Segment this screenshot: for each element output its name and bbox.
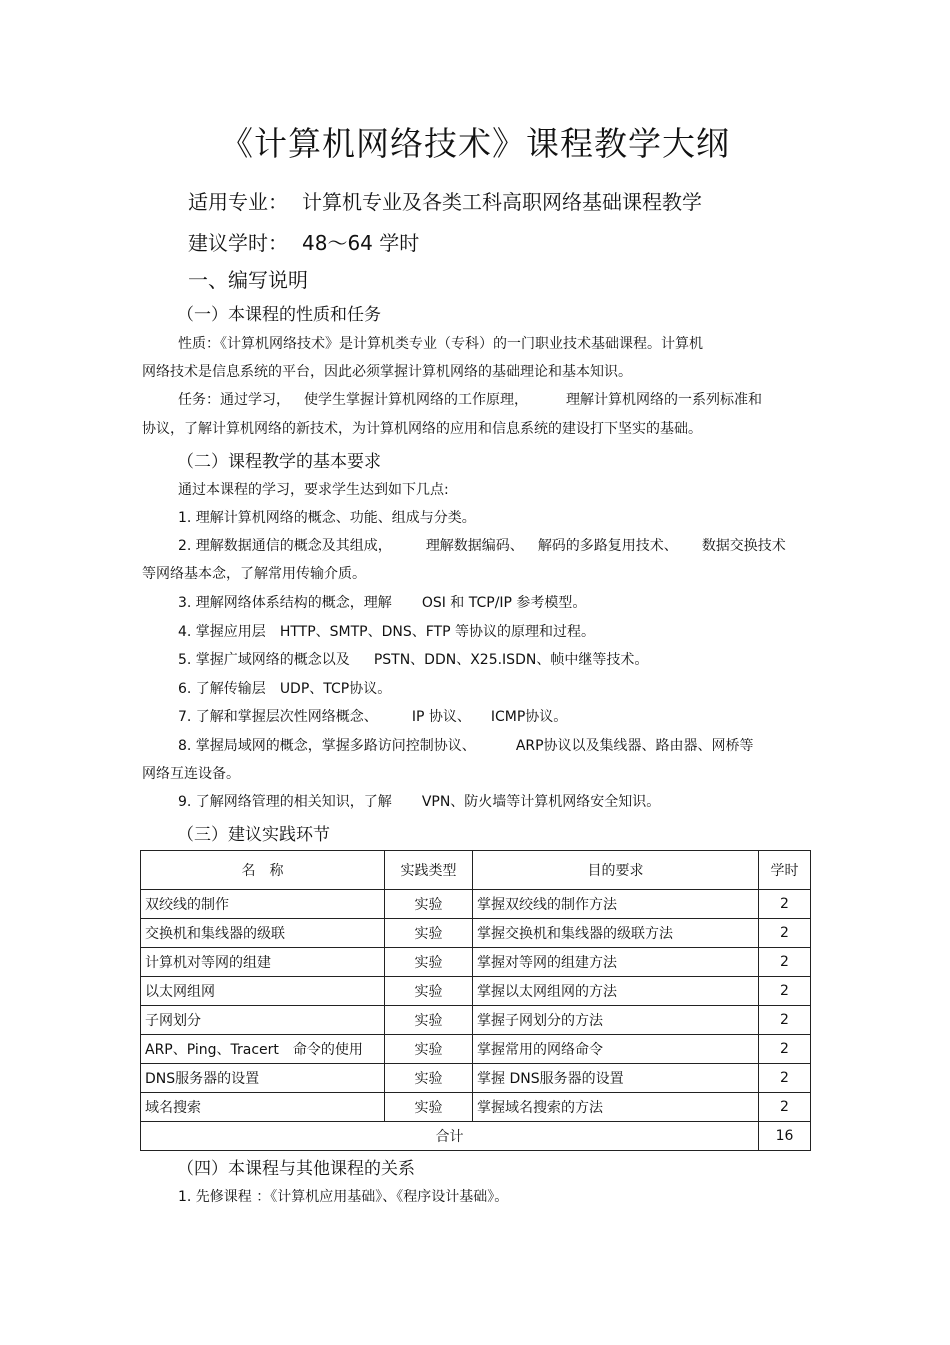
table-row [141, 948, 811, 977]
cell-purpose: 掌握域名搜索的方法 [473, 1093, 759, 1122]
cell-type: 实验 [385, 977, 473, 1006]
req7-part-b: IP 协议、 [411, 709, 471, 725]
subsection-heading-practice: （三）建议实践环节 [177, 825, 330, 845]
cell-type: 实验 [385, 1093, 473, 1122]
requirement-item-2-cont: 等网络基本念，了解常用传输介质。 [142, 566, 366, 582]
req3-part-a: 3. 理解网络体系结构的概念，理解 [178, 595, 392, 611]
subsection-heading-relations: （四）本课程与其他课程的关系 [177, 1159, 415, 1179]
requirement-item-3 [178, 592, 586, 612]
cell-type: 实验 [385, 919, 473, 948]
task-text-c: 理解计算机网络的一系列标准和 [566, 392, 762, 408]
header-cell-hours: 学时 [759, 851, 811, 890]
cell-name: 以太网组网 [141, 977, 385, 1006]
table-header-row [141, 851, 811, 890]
req2-part-c: 解码的多路复用技术、 [537, 538, 678, 554]
cell-type: 实验 [385, 1064, 473, 1093]
major-label: 适用专业： [188, 190, 288, 214]
req8-part-a: 8. 掌握局域网的概念，掌握多路访问控制协议、 [178, 738, 476, 754]
document-title: 《计算机网络技术》课程教学大纲 [220, 124, 730, 163]
header-cell-purpose: 目的要求 [473, 851, 759, 890]
req4-part-b: HTTP、SMTP、DNS、FTP 等协议的原理和过程。 [279, 624, 595, 640]
requirement-item-8 [178, 735, 754, 755]
cell-name: ARP、Ping、Tracert 命令的使用 [141, 1035, 385, 1064]
table-row [141, 977, 811, 1006]
header-cell-type: 实践类型 [385, 851, 473, 890]
req5-part-b: PSTN、DDN、X25.ISDN、帧中继等技术。 [373, 652, 649, 668]
requirement-item-5 [178, 649, 648, 669]
cell-name: 计算机对等网的组建 [141, 948, 385, 977]
req2-part-d: 数据交换技术 [701, 538, 786, 554]
table-row [141, 1093, 811, 1122]
requirement-item-1: 1. 理解计算机网络的概念、功能、组成与分类。 [178, 510, 476, 526]
table-row [141, 919, 811, 948]
cell-name: 子网划分 [141, 1006, 385, 1035]
requirement-item-7 [178, 706, 567, 726]
cell-hours: 2 [759, 890, 811, 919]
req4-part-a: 4. 掌握应用层 [178, 624, 266, 640]
cell-hours: 2 [759, 1064, 811, 1093]
task-paragraph-line1 [178, 389, 762, 409]
cell-purpose: 掌握双绞线的制作方法 [473, 890, 759, 919]
req2-part-b: 理解数据编码、 [425, 538, 524, 554]
cell-purpose: 掌握以太网组网的方法 [473, 977, 759, 1006]
req9-part-b: VPN、防火墙等计算机网络安全知识。 [421, 794, 661, 810]
hours-value: 48～64 学时 [302, 231, 420, 255]
cell-type: 实验 [385, 948, 473, 977]
requirement-item-2 [178, 535, 786, 555]
cell-type: 实验 [385, 890, 473, 919]
requirement-item-8-cont: 网络互连设备。 [142, 766, 240, 782]
cell-name: DNS服务器的设置 [141, 1064, 385, 1093]
table-row [141, 890, 811, 919]
task-paragraph-line2: 协议，了解计算机网络的新技术，为计算机网络的应用和信息系统的建设打下坚实的基础。 [142, 421, 702, 437]
cell-name: 双绞线的制作 [141, 890, 385, 919]
req9-part-a: 9. 了解网络管理的相关知识，了解 [178, 794, 392, 810]
nature-paragraph-line1: 性质：《计算机网络技术》是计算机类专业（专科）的一门职业技术基础课程。计算机 [178, 336, 703, 352]
cell-purpose: 掌握对等网的组建方法 [473, 948, 759, 977]
section-heading-writing-notes: 一、编写说明 [188, 268, 308, 292]
cell-purpose: 掌握交换机和集线器的级联方法 [473, 919, 759, 948]
cell-purpose: 掌握 DNS服务器的设置 [473, 1064, 759, 1093]
req6-part-b: UDP、TCP协议。 [279, 681, 392, 697]
cell-hours: 2 [759, 948, 811, 977]
requirement-item-4 [178, 621, 595, 641]
requirement-item-9 [178, 791, 660, 811]
req7-part-c: ICMP协议。 [490, 709, 568, 725]
cell-name: 域名搜索 [141, 1093, 385, 1122]
table-row [141, 1064, 811, 1093]
cell-purpose: 掌握常用的网络命令 [473, 1035, 759, 1064]
cell-hours: 2 [759, 1093, 811, 1122]
cell-type: 实验 [385, 1035, 473, 1064]
cell-purpose: 掌握子网划分的方法 [473, 1006, 759, 1035]
header-cell-name: 名 称 [141, 851, 385, 890]
total-value-cell: 16 [759, 1122, 811, 1151]
requirement-item-6 [178, 678, 391, 698]
cell-hours: 2 [759, 1006, 811, 1035]
req5-part-a: 5. 掌握广域网络的概念以及 [178, 652, 350, 668]
table-total-row [141, 1122, 811, 1151]
cell-hours: 2 [759, 919, 811, 948]
major-value: 计算机专业及各类工科高职网络基础课程教学 [302, 190, 702, 214]
cell-type: 实验 [385, 1006, 473, 1035]
subsection-heading-requirements: （二）课程教学的基本要求 [177, 452, 381, 472]
task-text-a: 任务：通过学习， [178, 392, 290, 408]
requirements-intro: 通过本课程的学习，要求学生达到如下几点: [178, 482, 449, 498]
req2-part-a: 2. 理解数据通信的概念及其组成， [178, 538, 392, 554]
cell-name: 交换机和集线器的级联 [141, 919, 385, 948]
hours-label: 建议学时： [188, 231, 288, 255]
subsection-heading-nature: （一）本课程的性质和任务 [177, 305, 381, 325]
table-row [141, 1035, 811, 1064]
nature-paragraph-line2: 网络技术是信息系统的平台，因此必须掌握计算机网络的基础理论和基本知识。 [142, 364, 632, 380]
req7-part-a: 7. 了解和掌握层次性网络概念、 [178, 709, 378, 725]
req3-part-b: OSI 和 TCP/IP 参考模型。 [421, 595, 587, 611]
major-line [188, 186, 702, 215]
practice-table [140, 850, 811, 1151]
table-row [141, 1006, 811, 1035]
task-text-b: 使学生掌握计算机网络的工作原理， [304, 392, 528, 408]
hours-line [188, 227, 419, 256]
cell-hours: 2 [759, 977, 811, 1006]
req6-part-a: 6. 了解传输层 [178, 681, 266, 697]
total-label-cell: 合计 [141, 1122, 759, 1151]
cell-hours: 2 [759, 1035, 811, 1064]
req8-part-b: ARP协议以及集线器、路由器、网桥等 [515, 738, 754, 754]
prerequisite-courses: 1. 先修课程 ：《计算机应用基础》、《程序设计基础》。 [178, 1189, 509, 1205]
